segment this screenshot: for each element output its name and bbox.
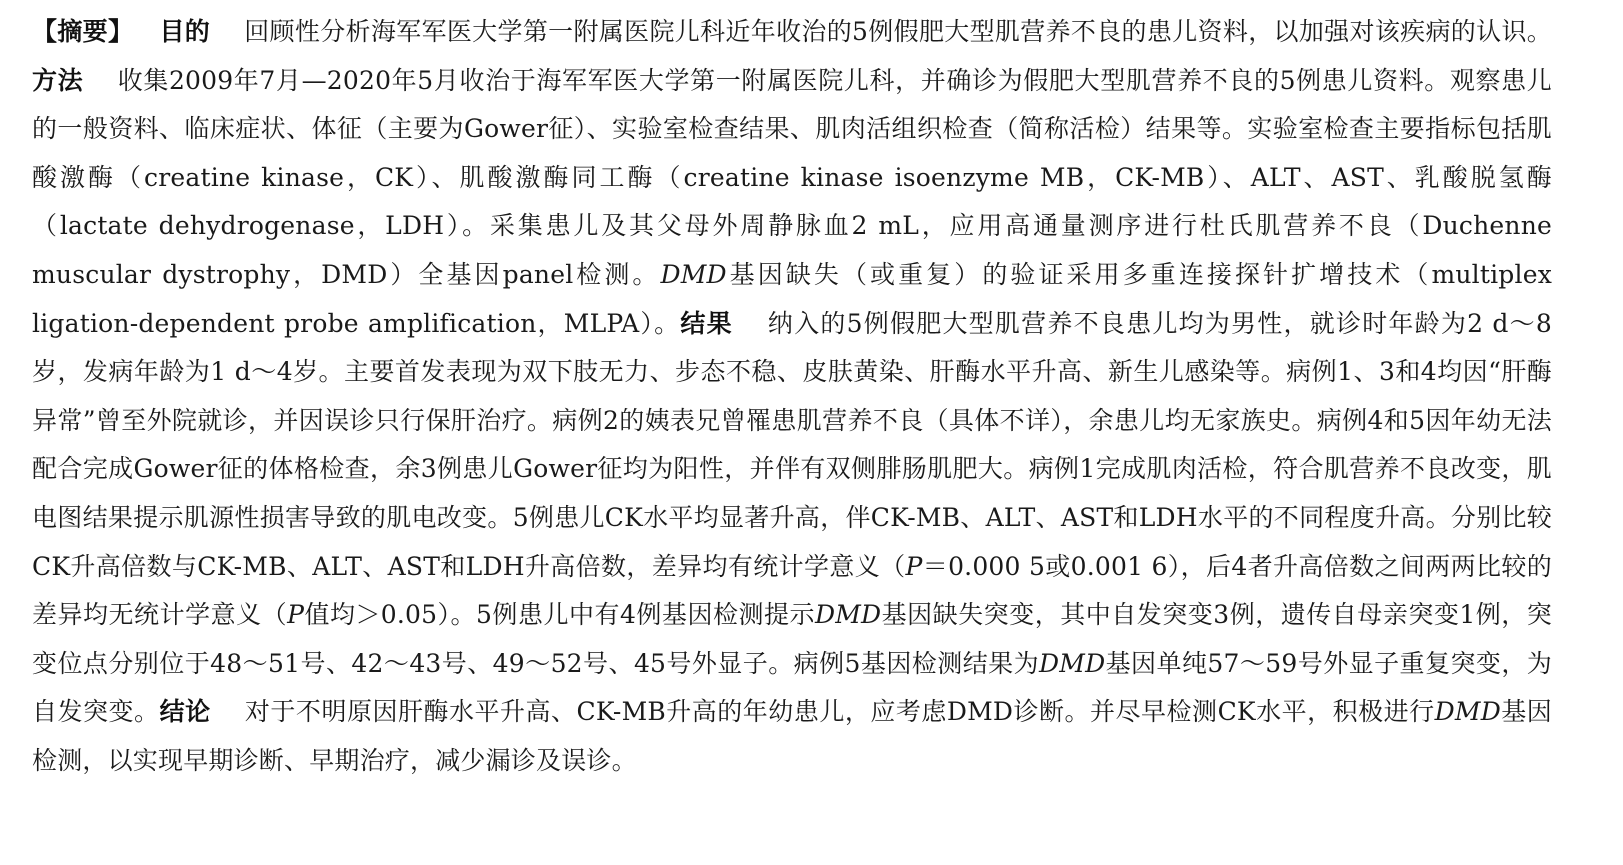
abstract-label: 【摘要】 xyxy=(32,17,134,46)
conclusion-text: 基因检测，以实现早期诊断、早期治疗，减少漏诊及误诊。 xyxy=(32,697,1552,775)
gene-name-dmd: DMD xyxy=(1039,648,1106,678)
gene-name-dmd: DMD xyxy=(1434,697,1501,727)
results-text: 值均＞0.05）。5例患儿中有4例基因检测提示 xyxy=(304,600,816,630)
gene-name-dmd: DMD xyxy=(660,259,727,289)
results-text: 纳入的5例假肥大型肌营养不良患儿均为男性，就诊时年龄为2 d～8岁，发病年龄为1 d～4岁。主要首发表现为双下肢无力、步态不稳、皮肤黄染、肝酶水平升高、新生儿感染等。病例1、3和4均因“肝酶异常”曾至外院就诊，并因误诊只行保肝治疗。病例2的姨表兄曾罹患肌营养不良（具体不详），余患儿均无家族史。病例4和5因年幼无法配合完成Gower征的体格检查，余3例患儿Gower征均为阳性，并伴有双侧腓肠肌肥大。病例1完成肌肉活检，符合肌营养不良改变，肌电图结果提示肌源性损害导致的肌电改变。5例患儿CK水平均显著升高，伴CK-MB、ALT、AST和LDH水平的不同程度升高。分别比较CK升高倍数与CK-MB、ALT、AST和LDH升高倍数，差异均有统计学意义（ xyxy=(32,308,1553,581)
methods-text: 基因缺失（或重复）的验证采用多重连接探针扩增技术（multiplex ligation-dependent probe amplification，MLPA）。 xyxy=(32,259,1552,338)
conclusion-heading: 结论 xyxy=(159,697,211,727)
objective-text: 回顾性分析海军军医大学第一附属医院儿科近年收治的5例假肥大型肌营养不良的患儿资料，以加强对该疾病的认识。 xyxy=(244,17,1552,46)
objective-heading: 目的 xyxy=(159,17,211,46)
abstract-paragraph xyxy=(32,8,1552,786)
p-value-symbol: P xyxy=(905,551,923,581)
results-text: 基因缺失突变，其中自发突变3例，遗传自母亲突变1例，突变位点分别位于48～51号、42～43号、49～52号、45号外显子。病例5基因检测结果为 xyxy=(32,600,1552,678)
results-text: ＝0.000 5或0.001 6），后4者升高倍数之间两两比较的差异均无统计学意义（ xyxy=(32,551,1552,630)
results-heading: 结果 xyxy=(680,308,733,338)
methods-heading: 方法 xyxy=(32,65,84,95)
p-value-symbol: P xyxy=(287,600,305,630)
gene-name-dmd: DMD xyxy=(815,600,882,630)
methods-text: 收集2009年7月—2020年5月收治于海军军医大学第一附属医院儿科，并确诊为假肥大型肌营养不良的5例患儿资料。观察患儿的一般资料、临床症状、体征（主要为Gower征）、实验室检查结果、肌肉活组织检查（简称活检）结果等。实验室检查主要指标包括肌酸激酶（creatine kinase，CK）、肌酸激酶同工酶（creatine kinase isoenzyme MB，CK-MB）、ALT、AST、乳酸脱氢酶（lactate dehydrogenase，LDH）。采集患儿及其父母外周静脉血2 mL，应用高通量测序进行杜氏肌营养不良（Duchenne muscular dystrophy，DMD）全基因panel检测。 xyxy=(32,65,1552,289)
conclusion-text: 对于不明原因肝酶水平升高、CK-MB升高的年幼患儿，应考虑DMD诊断。并尽早检测CK水平，积极进行 xyxy=(244,697,1435,727)
results-text: 基因单纯57～59号外显子重复突变，为自发突变。 xyxy=(32,648,1552,727)
